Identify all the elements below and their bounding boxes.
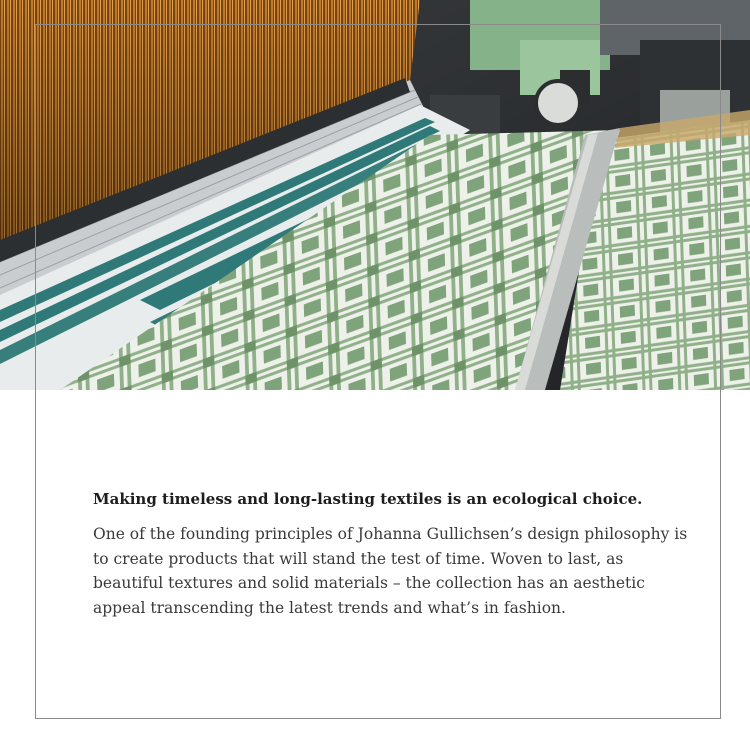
article-text xyxy=(93,486,693,620)
headline: Making timeless and long-lasting textiles is an ecological choice. xyxy=(93,490,643,508)
body-paragraph: One of the founding principles of Johanna Gullichsen’s design philosophy is to create products that will stand the test of time. Woven to last, as beautiful textures and solid materials – the collection has an aesthetic appeal transcending the latest trends and what’s in fashion. xyxy=(93,525,688,617)
